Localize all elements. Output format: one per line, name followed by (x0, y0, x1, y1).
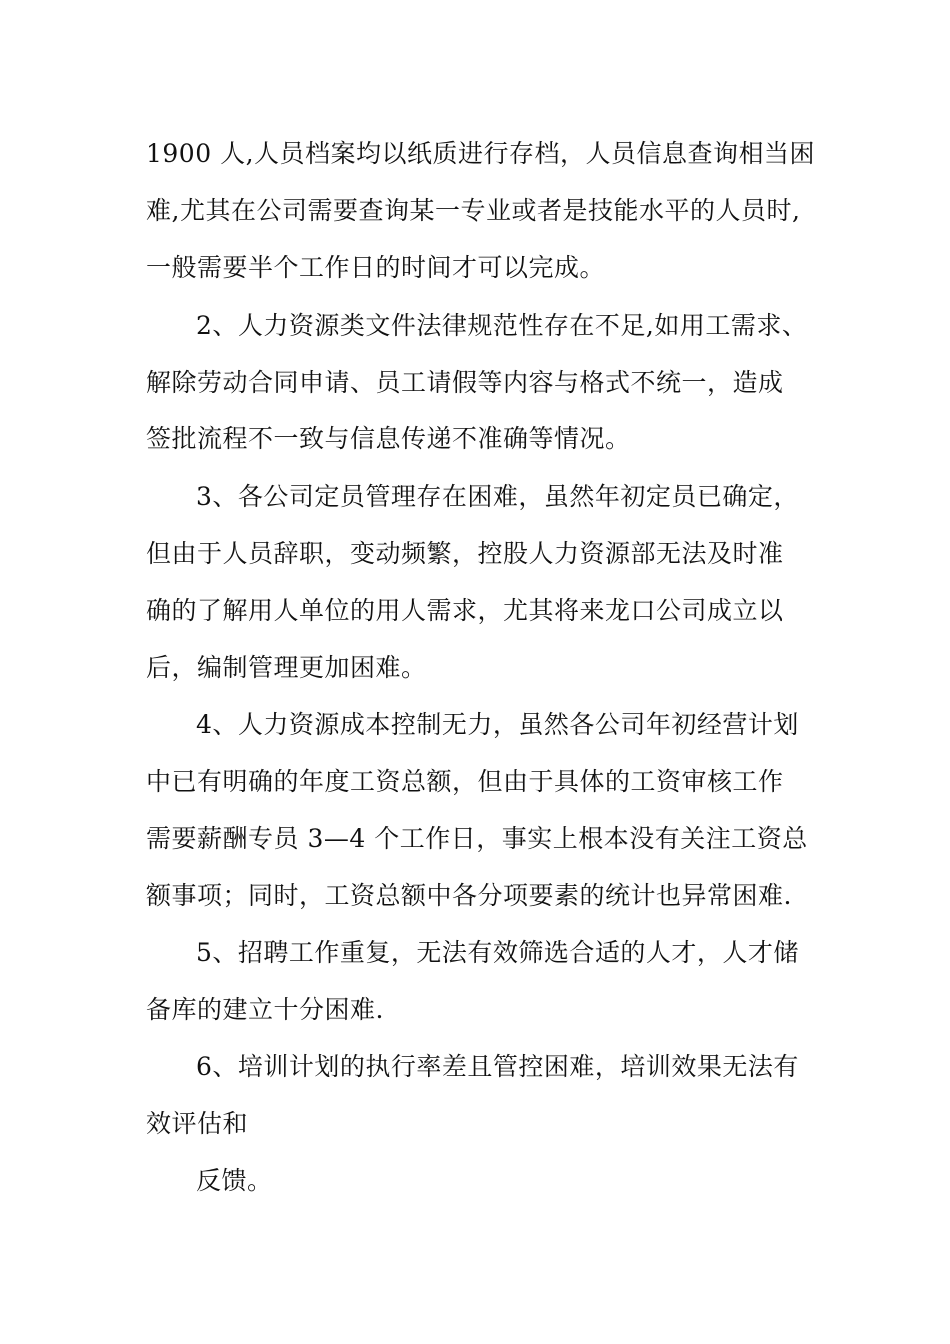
text-line: 5、招聘工作重复，无法有效筛选合适的人才，人才储 (196, 938, 799, 967)
text-line: 签批流程不一致与信息传递不准确等情况。 (146, 424, 631, 453)
text-line: 效评估和 (146, 1109, 249, 1138)
text-line: 需要薪酬专员 3—4 个工作日，事实上根本没有关注工资总 (146, 824, 808, 853)
text-line: 6、培训计划的执行率差且管控困难，培训效果无法有 (196, 1052, 799, 1081)
text-line: 解除劳动合同申请、员工请假等内容与格式不统一，造成 (146, 368, 784, 397)
text-line: 反馈。 (196, 1166, 273, 1195)
text-line: 1900 人,人员档案均以纸质进行存档，人员信息查询相当困 (146, 139, 816, 168)
text-line: 一般需要半个工作日的时间才可以完成。 (146, 253, 606, 282)
text-line: 额事项；同时，工资总额中各分项要素的统计也异常困难. (146, 881, 792, 910)
text-line: 后，编制管理更加困难。 (146, 653, 427, 682)
text-line: 中已有明确的年度工资总额，但由于具体的工资审核工作 (146, 767, 784, 796)
text-line: 难,尤其在公司需要查询某一专业或者是技能水平的人员时, (146, 196, 801, 225)
text-line: 2、人力资源类文件法律规范性存在不足,如用工需求、 (196, 311, 808, 340)
text-line: 备库的建立十分困难. (146, 995, 384, 1024)
text-line: 3、各公司定员管理存在困难，虽然年初定员已确定， (196, 482, 799, 511)
text-line: 4、人力资源成本控制无力，虽然各公司年初经营计划 (196, 710, 799, 739)
text-line: 但由于人员辞职，变动频繁，控股人力资源部无法及时准 (146, 539, 784, 568)
text-line: 确的了解用人单位的用人需求，尤其将来龙口公司成立以 (146, 596, 784, 625)
